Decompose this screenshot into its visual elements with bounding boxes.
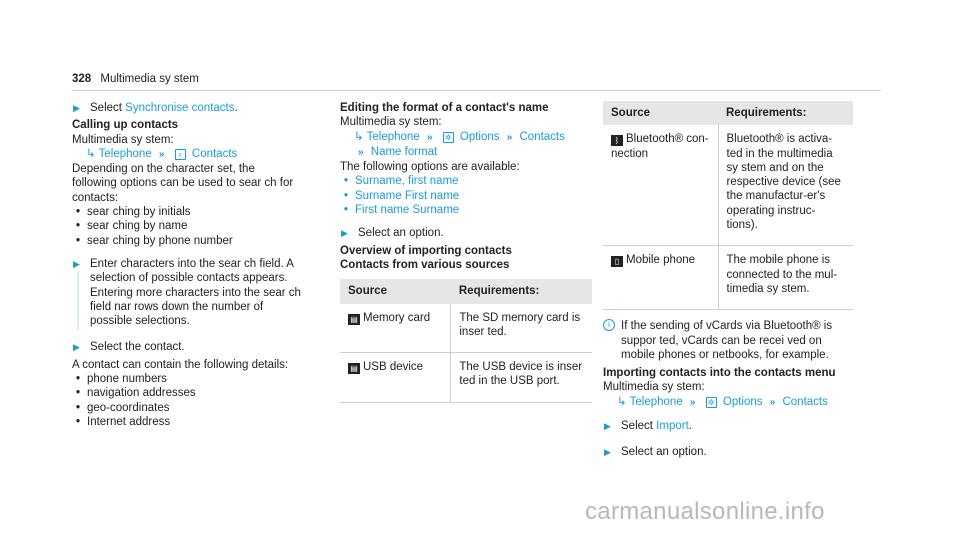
table-header-requirements: Requirements:: [718, 101, 853, 125]
path-options[interactable]: Options: [459, 130, 500, 143]
import-heading: Importing contacts into the contacts menu: [603, 367, 836, 380]
options-gear-icon: ✲: [706, 397, 717, 408]
mobile-phone-icon: ▯: [611, 256, 623, 267]
step-select-contact: ▶ Select the contact.: [72, 340, 302, 354]
table-row: ▤ Memory card The SD memory card is inser ted.: [340, 304, 592, 353]
list-item: • sear ching by initials: [72, 205, 302, 219]
menu-entry-arrow-icon: ↳: [617, 395, 627, 408]
menu-entry-arrow-icon: ↳: [354, 130, 364, 143]
path-name-format[interactable]: Name format: [370, 145, 438, 158]
info-note: i If the sending of vCards via Bluetooth® is suppor ted, vCards can be recei ved on mobile phones or netbooks, for example.: [603, 319, 853, 362]
contains-text: A contact can contain the following details:: [72, 358, 289, 371]
double-chevron-icon: »: [158, 148, 165, 160]
ms-label: Multimedia sy stem:: [340, 116, 442, 129]
step-select-import: ▶ Select Import.: [603, 419, 853, 433]
step-enter-characters: ▶ Enter characters into the sear ch field. A selection of possible contacts appears. Entering more characters into the sear ch field nar rows down the number of possible selections.: [72, 257, 302, 328]
path-contacts[interactable]: Contacts: [191, 147, 238, 160]
path-options[interactable]: Options: [722, 395, 763, 408]
step-select-option: ▶ Select an option.: [603, 445, 853, 459]
calling-heading: Calling up contacts: [72, 119, 179, 132]
bluetooth-icon: ᛒ: [611, 135, 623, 146]
search-bullets: [72, 205, 302, 248]
list-item: • sear ching by name: [72, 219, 302, 233]
column-2: [340, 101, 592, 403]
menu-entry-arrow-icon: ↳: [86, 147, 96, 160]
option-surname-first[interactable]: • Surname, first name: [340, 174, 592, 188]
page-header: [72, 72, 881, 91]
depending-text: Depending on the character set, the following options can be used to sear ch for contacts:: [72, 163, 294, 204]
table-header-source: Source: [340, 279, 451, 303]
import-link[interactable]: Import: [656, 420, 689, 433]
memory-card-icon: ▤: [348, 314, 360, 325]
double-chevron-icon: »: [769, 396, 776, 408]
details-bullets: [72, 372, 302, 429]
path-contacts[interactable]: Contacts: [519, 130, 565, 143]
table-header-requirements: Requirements:: [451, 279, 592, 303]
double-chevron-icon: »: [426, 131, 433, 143]
edit-heading: Editing the format of a contact's name: [340, 102, 549, 114]
sources-table-continued: [603, 101, 853, 310]
list-item: • phone numbers: [72, 372, 302, 386]
path-telephone[interactable]: Telephone: [629, 395, 683, 408]
list-item: • sear ching by phone number: [72, 234, 302, 248]
path-contacts[interactable]: Contacts: [782, 395, 828, 408]
table-row: ▯ Mobile phone The mobile phone is connected to the mul-timedia sy stem.: [603, 246, 853, 310]
menu-path: [340, 130, 592, 161]
table-row: ᛒ Bluetooth® con-nection Bluetooth® is activa-ted in the multimedia sy stem and on the respective device (see the manufactur-er's operating instruc-tions).: [603, 125, 853, 246]
double-chevron-icon: »: [506, 131, 513, 143]
ms-label: Multimedia sy stem:: [603, 381, 705, 394]
section-title: Multimedia sy stem: [100, 73, 199, 85]
option-surname-firstname[interactable]: • Surname First name: [340, 189, 592, 203]
list-item: • Internet address: [72, 415, 302, 429]
path-telephone[interactable]: Telephone: [98, 147, 152, 160]
double-chevron-icon: »: [358, 146, 364, 158]
option-firstname-surname[interactable]: • First name Surname: [340, 203, 592, 217]
step-select-sync: ▶ Select Synchronise contacts.: [72, 101, 302, 115]
options-gear-icon: ✲: [443, 132, 454, 143]
ms-label: Multimedia sy stem:: [72, 133, 174, 146]
watermark: carmanualsonline.info: [585, 498, 825, 525]
table-row: ▤ USB device The USB device is inser ted in the USB port.: [340, 353, 592, 403]
column-3: [603, 101, 853, 463]
available-text: The following options are available:: [340, 161, 520, 174]
menu-path: [72, 147, 302, 162]
usb-device-icon: ▤: [348, 363, 360, 374]
overview-heading: Overview of importing contacts: [340, 244, 512, 257]
page-number: 328: [72, 73, 92, 85]
search-icon: ⌕: [175, 149, 186, 160]
synchronise-contacts-link[interactable]: Synchronise contacts: [125, 102, 235, 114]
column-1: [72, 101, 302, 429]
info-icon: i: [603, 319, 615, 331]
name-format-options: [340, 174, 592, 217]
sources-table: [340, 279, 592, 402]
table-header-source: Source: [603, 101, 718, 125]
list-item: • geo-coordinates: [72, 401, 302, 415]
step-select-option: ▶ Select an option.: [340, 226, 592, 240]
sources-heading: Contacts from various sources: [340, 258, 510, 271]
list-item: • navigation addresses: [72, 386, 302, 400]
path-telephone[interactable]: Telephone: [366, 130, 420, 143]
double-chevron-icon: »: [689, 396, 696, 408]
menu-path: [603, 395, 853, 410]
